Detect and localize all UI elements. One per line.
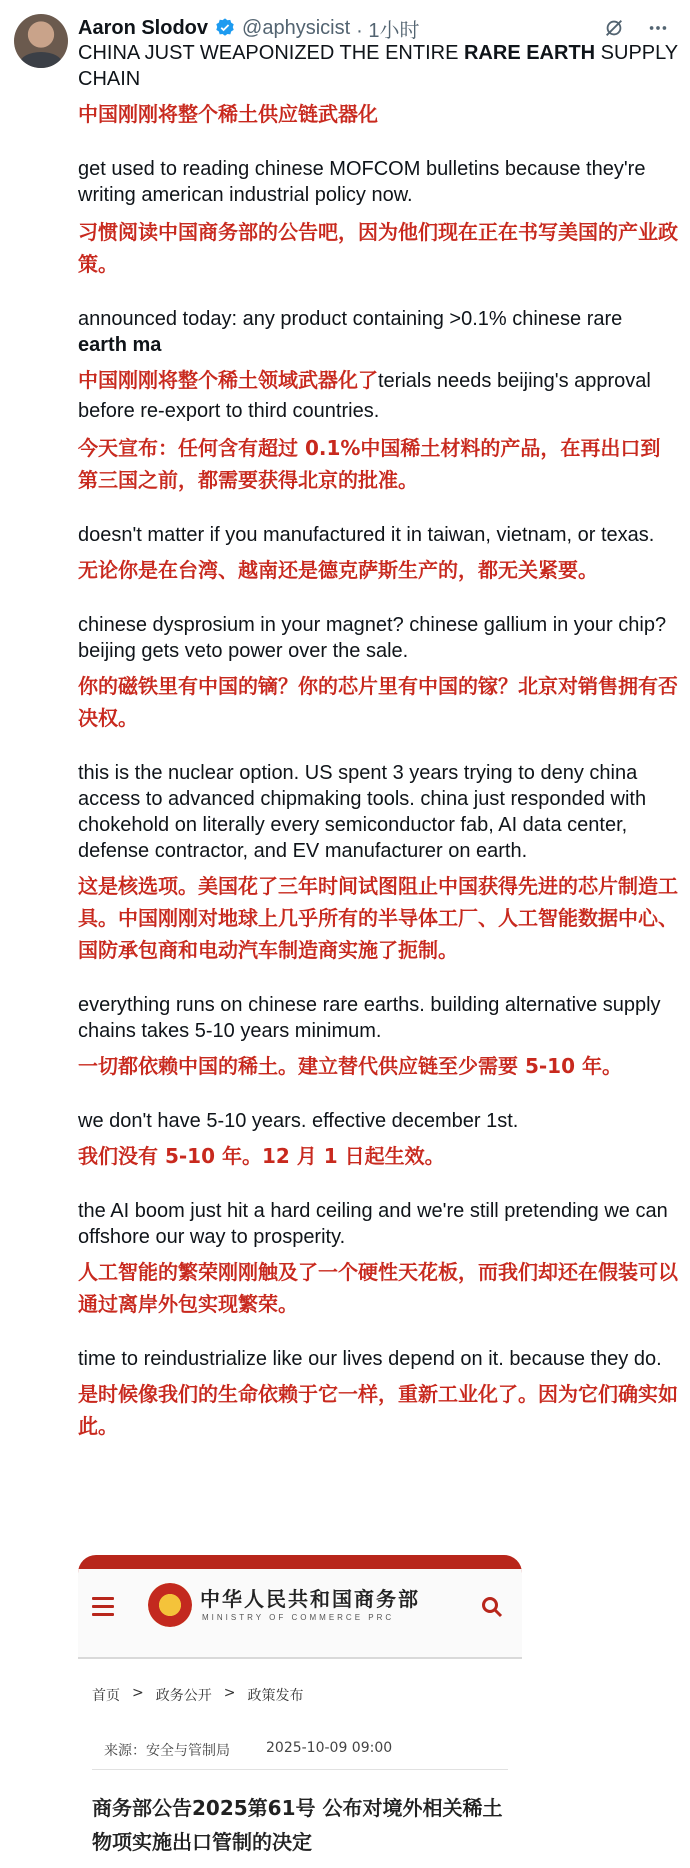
p2-mixed: 中国刚刚将整个稀土领域武器化了terials needs beijing's approval before re-export to third countries. (78, 368, 651, 422)
more-icon[interactable] (644, 14, 672, 42)
p7-en: we don't have 5-10 years. effective december 1st. (78, 1110, 519, 1132)
publish-date: 2025-10-09 09:00 (266, 1740, 393, 1756)
breadcrumb-gov-affairs[interactable]: 政务公开 (155, 1688, 212, 1704)
p1-zh: 习惯阅读中国商务部的公告吧，因为他们现在正在书写美国的产业政策。 (78, 220, 678, 276)
article-title: 商务部公告2025第61号 公布对境外相关稀土物项实施出口管制的决定 (92, 1796, 503, 1854)
header-actions (600, 14, 672, 42)
p4-en: chinese dysprosium in your magnet? chinese gallium in your chip? beijing gets veto power over the sale. (78, 614, 667, 662)
author-handle[interactable]: @aphysicist (242, 16, 351, 39)
p6-en: everything runs on chinese rare earths. building alternative supply chains takes 5-10 years minimum. (78, 994, 661, 1042)
grok-icon[interactable] (600, 14, 628, 42)
p4-zh: 你的磁铁里有中国的镝？你的芯片里有中国的镓？北京对销售拥有否决权。 (78, 674, 678, 730)
post-time[interactable]: · 1小时 (356, 19, 420, 42)
p1-en: get used to reading chinese MOFCOM bulletins because they're writing american industrial policy now. (78, 158, 646, 206)
p9-zh: 是时候像我们的生命依赖于它一样，重新工业化了。因为它们确实如此。 (78, 1382, 678, 1438)
p5-zh: 这是核选项。美国花了三年时间试图阻止中国获得先进的芯片制造工具。中国刚刚对地球上几乎所有的半导体工厂、人工智能数据中心、国防承包商和电动汽车制造商实施了扼制。 (78, 874, 678, 962)
title-en: CHINA JUST WEAPONIZED THE ENTIRE RARE EARTH SUPPLY CHAIN (78, 42, 678, 90)
mofcom-screenshot-card[interactable] (78, 1555, 522, 1868)
source-line (104, 1740, 392, 1760)
breadcrumb-policy[interactable]: 政策发布 (247, 1688, 304, 1704)
p8-en: the AI boom just hit a hard ceiling and we're still pretending we can offshore our way to prosperity. (78, 1200, 668, 1248)
menu-icon[interactable] (92, 1597, 114, 1617)
mofcom-header (78, 1569, 522, 1659)
tweet-body (78, 40, 678, 1442)
p5-en: this is the nuclear option. US spent 3 years trying to deny china access to advanced chipmaking tools. china just responded with chokehold on literally every semiconductor fab, AI data center, defense contractor, and EV manufacturer on earth. (78, 762, 647, 862)
search-icon[interactable] (480, 1595, 504, 1619)
tweet-header (78, 14, 678, 42)
breadcrumb-separator: > (223, 1685, 236, 1701)
verified-badge-icon (214, 17, 236, 39)
title-zh: 中国刚刚将整个稀土供应链武器化 (78, 102, 378, 126)
breadcrumb-home[interactable]: 首页 (92, 1688, 120, 1704)
p8-zh: 人工智能的繁荣刚刚触及了一个硬性天花板，而我们却还在假装可以通过离岸外包实现繁荣。 (78, 1260, 678, 1316)
p2-en: announced today: any product containing >0.1% chinese rare earth ma (78, 308, 623, 356)
ministry-name-en: MINISTRY OF COMMERCE PRC (202, 1613, 395, 1622)
author-name[interactable]: Aaron Slodov (78, 16, 209, 39)
breadcrumb-separator: > (132, 1685, 144, 1701)
breadcrumb (92, 1685, 303, 1705)
source-label: 来源：安全与管制局 (104, 1743, 230, 1759)
emblem-icon (148, 1583, 192, 1627)
avatar[interactable] (14, 14, 68, 68)
p2-zh: 今天宣布：任何含有超过 0.1%中国稀土材料的产品，在再出口到第三国之前，都需要获得北京的批准。 (78, 436, 661, 492)
p9-en: time to reindustrialize like our lives depend on it. because they do. (78, 1348, 662, 1370)
ministry-name-cn: 中华人民共和国商务部 (200, 1587, 420, 1611)
p3-en: doesn't matter if you manufactured it in taiwan, vietnam, or texas. (78, 524, 655, 546)
divider (92, 1769, 508, 1770)
p7-zh: 我们没有 5-10 年。12 月 1 日起生效。 (78, 1144, 445, 1168)
p3-zh: 无论你是在台湾、越南还是德克萨斯生产的，都无关紧要。 (78, 558, 598, 582)
p6-zh: 一切都依赖中国的稀土。建立替代供应链至少需要 5-10 年。 (78, 1054, 622, 1078)
